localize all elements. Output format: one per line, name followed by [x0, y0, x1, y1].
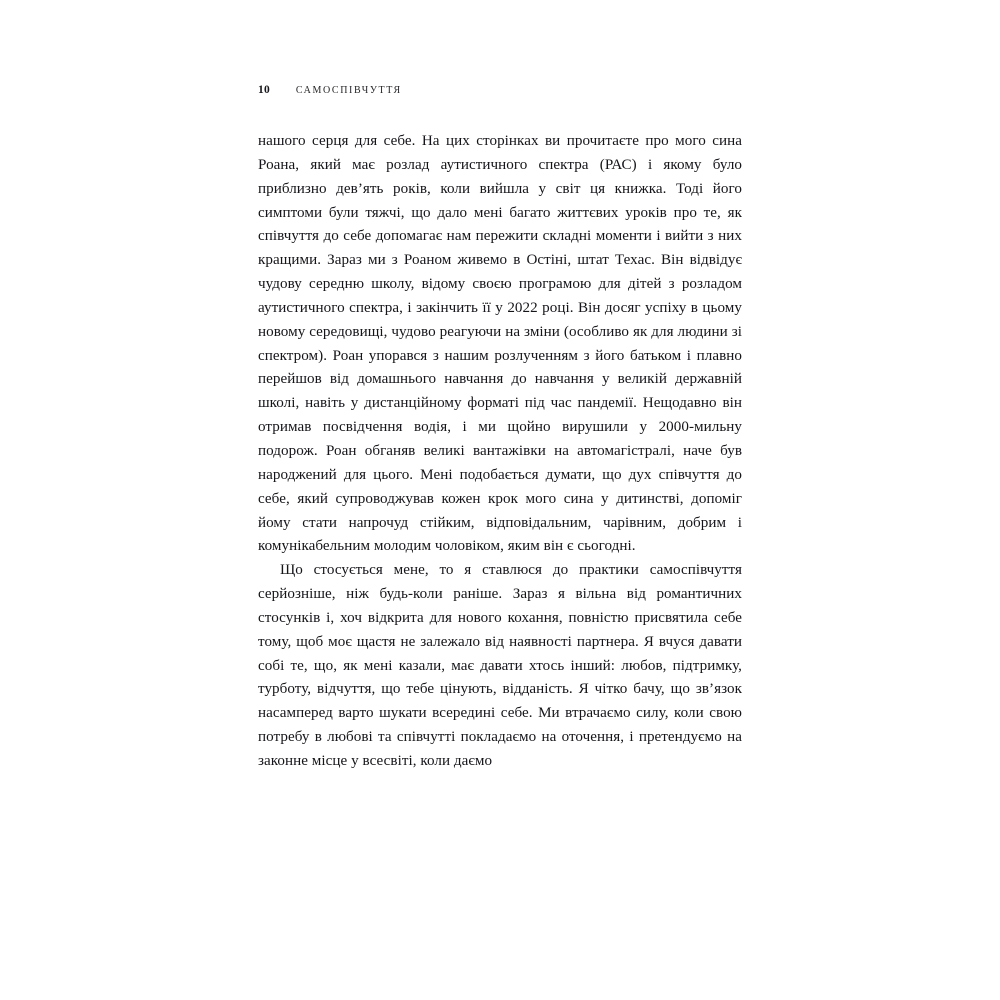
running-head-title: САМОСПІВЧУТТЯ: [295, 85, 402, 96]
running-head: [258, 84, 742, 96]
body-text: [258, 130, 742, 774]
paragraph: нашого серця для себе. На цих сторінках ви прочитаєте про мого сина Роана, який має розлад аутистичного спектра (РАС) і якому було приблизно дев’ять років, коли вийшла у світ ця книжка. Тоді його симптоми були тяжчі, що дало мені багато життєвих уроків про те, як співчуття до себе допомагає нам пережити складні моменти і вийти з них кращими. Зараз ми з Роаном живемо в Остіні, штат Техас. Він відвідує чудову середню школу, відому своєю програмою для дітей з розладом аутистичного спектра, і закінчить її у 2022 році. Він досяг успіху в цьому новому середовищі, чудово реагуючи на зміни (особливо як для людини зі спектром). Роан упорався з нашим розлученням з його батьком і плавно перейшов від домашнього навчання до навчання у великій державній школі, навіть у дистанційному форматі під час пандемії. Нещодавно він отримав посвідчення водія, і ми щойно вирушили у 2000-мильну подорож. Роан обганяв великі вантажівки на автомагістралі, наче був народжений для цього. Мені подобається думати, що дух співчуття до себе, який супроводжував кожен крок мого сина у дитинстві, допоміг йому стати напрочуд стійким, відповідальним, чарівним, добрим і комунікабельним молодим чоловіком, яким він є сьогодні.: [258, 133, 742, 555]
page-number: 10: [258, 84, 270, 96]
paragraph: Що стосується мене, то я ставлюся до практики самоспівчуття серйозніше, ніж будь-коли раніше. Зараз я вільна від романтичних стосунків і, хоч відкрита для нового кохання, повністю присвятила себе тому, щоб моє щастя не залежало від наявності партнера. Я вчуся давати собі те, що, як мені казали, має давати хтось інший: любов, підтримку, турботу, відчуття, що тебе цінують, відданість. Я чітко бачу, що зв’язок насамперед варто шукати всередині себе. Ми втрачаємо силу, коли свою потребу в любові та співчутті покладаємо на оточення, і претендуємо на законне місце у всесвіті, коли даємо: [258, 562, 742, 769]
page-content-area: [258, 84, 742, 774]
